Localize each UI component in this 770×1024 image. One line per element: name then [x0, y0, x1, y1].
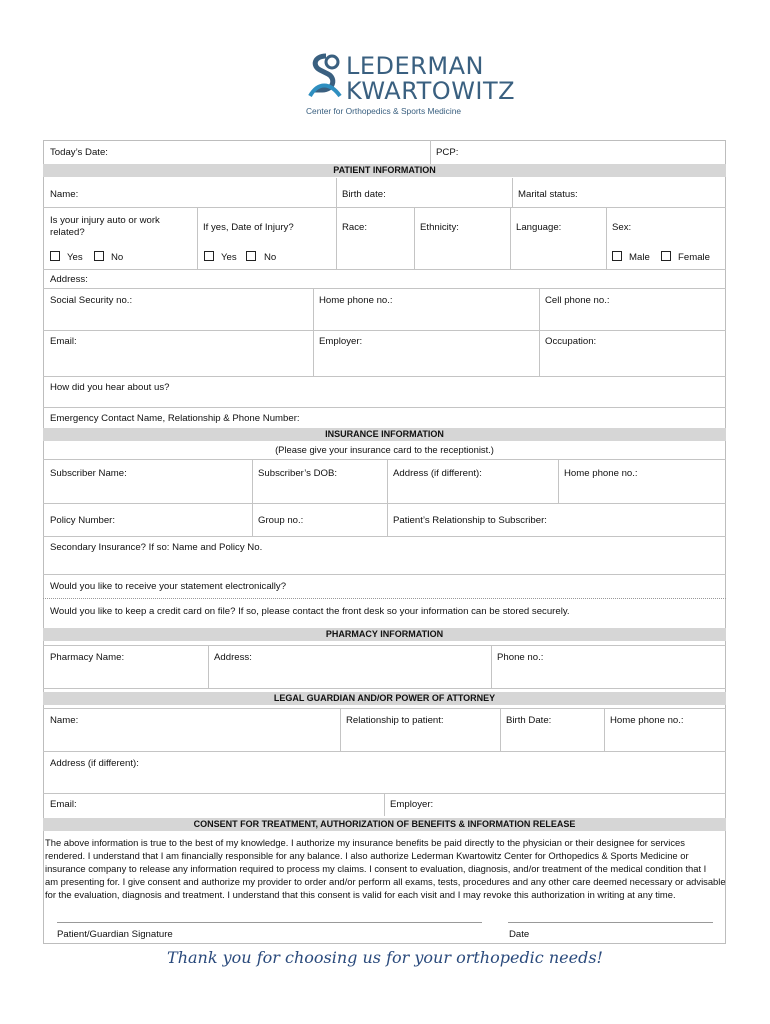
date-injury-yes-checkbox[interactable]: [204, 251, 214, 261]
pharmacy-info-header: PHARMACY INFORMATION: [43, 628, 726, 641]
sex-female-label: Female: [678, 252, 710, 263]
race-label: Race:: [342, 222, 368, 233]
credit-card-label: Would you like to keep a credit card on file? If so, please contact the front desk so your information can be stored securely.: [50, 606, 570, 617]
sex-male-checkbox[interactable]: [612, 251, 622, 261]
guardian-name-label: Name:: [50, 715, 79, 726]
date-injury-no-checkbox[interactable]: [246, 251, 256, 261]
cell-phone-label: Cell phone no.:: [545, 295, 610, 306]
logo: [300, 50, 516, 120]
consent-line: insurance company to release any information required to process my claims. I consent to evaluation, diagnosis, and/or treatment of the medical condition that I: [45, 863, 707, 874]
date-injury-no-label: No: [264, 252, 277, 263]
subscriber-home-phone-label: Home phone no.:: [564, 468, 638, 479]
guardian-home-phone-label: Home phone no.:: [610, 715, 684, 726]
birth-date-label: Birth date:: [342, 189, 386, 200]
injury-yes-checkbox[interactable]: [50, 251, 60, 261]
consent-line: The above information is true to the best of my knowledge. I authorize my insurance benefits be paid directly to the physician or their designee for services: [45, 837, 685, 848]
group-no-label: Group no.:: [258, 515, 304, 526]
sex-male-label: Male: [629, 252, 650, 263]
employer-label: Employer:: [319, 336, 363, 347]
hear-about-label: How did you hear about us?: [50, 382, 170, 393]
subscriber-dob-label: Subscriber’s DOB:: [258, 468, 338, 479]
injury-yes-label: Yes: [67, 252, 83, 263]
guardian-header: LEGAL GUARDIAN AND/OR POWER OF ATTORNEY: [43, 692, 726, 705]
signature-line[interactable]: [57, 922, 482, 923]
sex-label: Sex:: [612, 222, 632, 233]
injury-question-label: Is your injury auto or work related?: [50, 215, 160, 238]
date-label: Date: [509, 929, 530, 940]
consent-header: CONSENT FOR TREATMENT, AUTHORIZATION OF BENEFITS & INFORMATION RELEASE: [43, 818, 726, 831]
date-line[interactable]: [508, 922, 713, 923]
patient-info-header: PATIENT INFORMATION: [43, 164, 726, 177]
logo-line1: LEDERMAN: [346, 52, 484, 80]
guardian-address-label: Address (if different):: [50, 758, 139, 769]
occupation-label: Occupation:: [545, 336, 597, 347]
insurance-info-header: INSURANCE INFORMATION: [43, 428, 726, 441]
date-of-injury-label: If yes, Date of Injury?: [203, 222, 294, 233]
ethnicity-label: Ethnicity:: [420, 222, 459, 233]
date-injury-yes-label: Yes: [221, 252, 237, 263]
guardian-employer-label: Employer:: [390, 799, 434, 810]
address-label: Address:: [50, 274, 88, 285]
consent-line: for the evaluation, diagnosis and treatment. I understand that this consent is valid for each visit and I may revoke this authorization in writing at any time.: [45, 889, 676, 900]
marital-status-label: Marital status:: [518, 189, 578, 200]
injury-no-label: No: [111, 252, 124, 263]
guardian-email-label: Email:: [50, 799, 77, 810]
subscriber-name-label: Subscriber Name:: [50, 468, 127, 479]
email-label: Email:: [50, 336, 77, 347]
injury-no-checkbox[interactable]: [94, 251, 104, 261]
home-phone-label: Home phone no.:: [319, 295, 393, 306]
language-label: Language:: [516, 222, 562, 233]
thank-you-message: Thank you for choosing us for your orthopedic needs!: [167, 948, 603, 967]
pharmacy-address-label: Address:: [214, 652, 252, 663]
consent-text: [45, 836, 726, 901]
relationship-to-subscriber-label: Patient’s Relationship to Subscriber:: [393, 515, 547, 526]
logo-line2: KWARTOWITZ: [346, 77, 516, 105]
insurance-note: (Please give your insurance card to the receptionist.): [275, 444, 494, 455]
consent-line: rendered. I understand that I am financially responsible for any balance. I also authorize Lederman Kwartowitz Center for Orthopedics & Sports Medicine or: [45, 850, 689, 861]
policy-number-label: Policy Number:: [50, 515, 116, 526]
statement-electronic-label: Would you like to receive your statement electronically?: [50, 581, 287, 592]
secondary-insurance-label: Secondary Insurance? If so: Name and Policy No.: [50, 542, 263, 553]
patient-name-label: Name:: [50, 189, 79, 200]
emergency-contact-label: Emergency Contact Name, Relationship & Phone Number:: [50, 413, 300, 424]
guardian-relationship-label: Relationship to patient:: [346, 715, 444, 726]
logo-tagline: Center for Orthopedics & Sports Medicine: [306, 106, 462, 116]
signature-label: Patient/Guardian Signature: [57, 929, 173, 940]
subscriber-address-label: Address (if different):: [393, 468, 482, 479]
consent-line: am presenting for. I give consent and authorize my provider to order and/or perform all exams, tests, procedures and any other care deemed necessary or advisable: [45, 876, 726, 887]
guardian-birth-date-label: Birth Date:: [506, 715, 552, 726]
pcp-label: PCP:: [436, 147, 459, 158]
logo-mark-icon: [304, 52, 346, 100]
ssn-label: Social Security no.:: [50, 295, 133, 306]
pharmacy-name-label: Pharmacy Name:: [50, 652, 125, 663]
sex-female-checkbox[interactable]: [661, 251, 671, 261]
pharmacy-phone-label: Phone no.:: [497, 652, 544, 663]
todays-date-label: Today’s Date:: [50, 147, 108, 158]
